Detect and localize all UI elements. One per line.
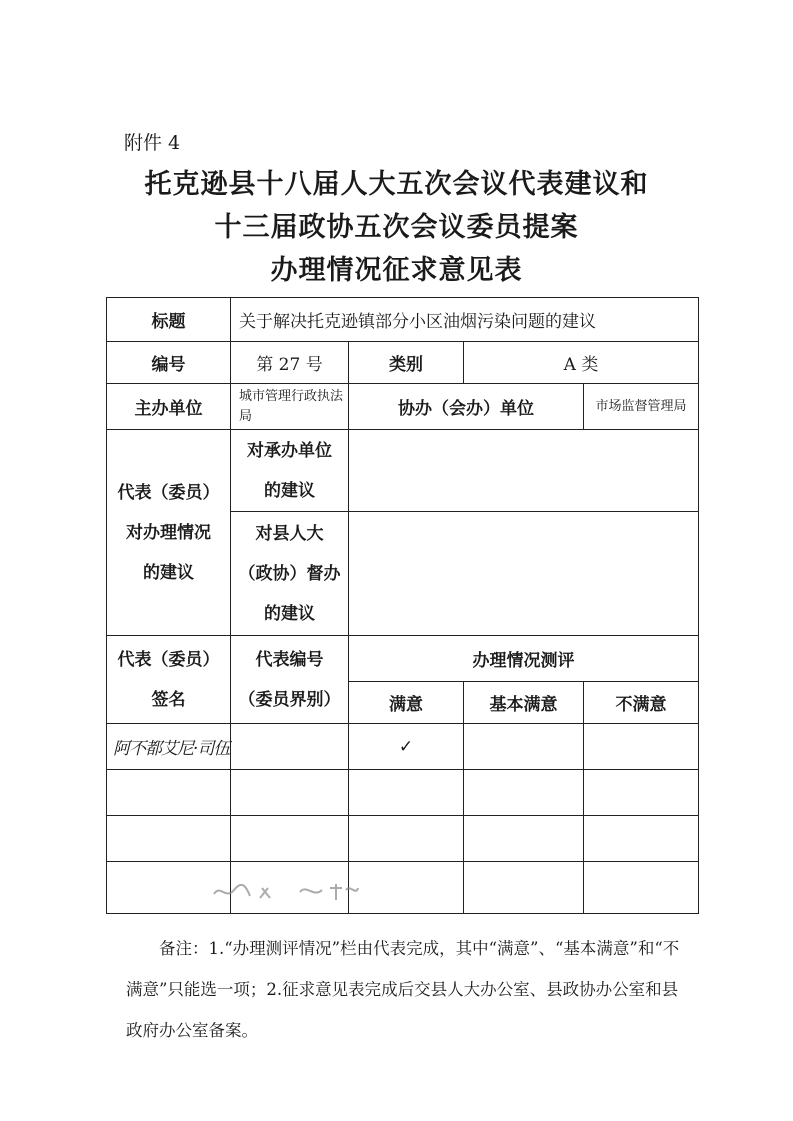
suggestion-group-line-2: 对办理情况 [126, 522, 211, 543]
satisfied-check-cell[interactable] [349, 816, 464, 862]
title-value: 关于解决托克逊镇部分小区油烟污染问题的建议 [231, 298, 699, 342]
faint-scribble-mark [210, 880, 360, 904]
basic-check-cell[interactable] [464, 770, 584, 816]
signature-label-line-2: 签名 [151, 689, 186, 710]
suggestion-to-host-label [231, 430, 349, 512]
code-label-line-2: （委员界别） [238, 689, 341, 710]
signature-label [107, 636, 231, 724]
eval-option-unsatisfied: 不满意 [584, 682, 699, 724]
code-label-line-1: 代表编号 [255, 649, 324, 670]
satisfied-check-cell[interactable] [349, 862, 464, 914]
eval-header-row [107, 636, 699, 682]
suggestion-to-host-line-2: 的建议 [264, 480, 315, 501]
host-unit-value: 城市管理行政执法局 [231, 384, 349, 430]
number-label: 编号 [107, 342, 231, 384]
unsatisfied-check-cell[interactable] [584, 770, 699, 816]
suggestion-to-congress-line-1: 对县人大 [255, 523, 324, 544]
basic-check-cell[interactable] [464, 816, 584, 862]
code-cell[interactable] [231, 724, 349, 770]
suggestion-group-label [107, 430, 231, 636]
code-cell[interactable] [231, 816, 349, 862]
table-row [107, 862, 699, 914]
page-title-line-3: 办理情况征求意见表 [270, 255, 523, 286]
table-row [107, 770, 699, 816]
assist-unit-value: 市场监督管理局 [584, 384, 699, 430]
eval-header: 办理情况测评 [349, 636, 699, 682]
suggest-host-row [107, 430, 699, 512]
basic-check-cell[interactable] [464, 724, 584, 770]
page-title-line-1: 托克逊县十八届人大五次会议代表建议和 [144, 169, 649, 200]
suggestion-group-line-3: 的建议 [143, 562, 194, 583]
number-value: 第 27 号 [231, 342, 349, 384]
note-text: 备注：1.“办理测评情况”栏由代表完成，其中“满意”、“基本满意”和“不满意”只能选一项；2.征求意见表完成后交县人大办公室、县政协办公室和县政府办公室备案。 [126, 939, 680, 1040]
eval-option-basic: 基本满意 [464, 682, 584, 724]
suggestion-to-congress-line-2: （政协）督办 [238, 563, 341, 584]
attachment-label: 附件 4 [124, 132, 181, 154]
suggestion-to-congress-field[interactable] [349, 512, 699, 636]
code-label [231, 636, 349, 724]
table-row [107, 816, 699, 862]
suggestion-to-congress-line-3: 的建议 [264, 603, 315, 624]
suggestion-to-congress-label [231, 512, 349, 636]
signature-label-line-1: 代表（委员） [117, 649, 220, 670]
signature-cell[interactable]: 阿不都艾尼·司伍 [107, 724, 231, 770]
basic-check-cell[interactable] [464, 862, 584, 914]
eval-option-satisfied: 满意 [349, 682, 464, 724]
signature-cell[interactable] [107, 816, 231, 862]
assist-unit-label: 协办（会办）单位 [349, 384, 584, 430]
signature-cell[interactable] [107, 770, 231, 816]
table-row [107, 724, 699, 770]
suggestion-to-host-field[interactable] [349, 430, 699, 512]
host-unit-label: 主办单位 [107, 384, 231, 430]
unsatisfied-check-cell[interactable] [584, 724, 699, 770]
feedback-form-table [106, 297, 699, 914]
title-row [107, 298, 699, 342]
suggestion-to-host-line-1: 对承办单位 [247, 440, 332, 461]
suggestion-group-line-1: 代表（委员） [117, 482, 220, 503]
satisfied-check-cell[interactable]: ✓ [349, 724, 464, 770]
title-label: 标题 [107, 298, 231, 342]
number-row [107, 342, 699, 384]
unsatisfied-check-cell[interactable] [584, 862, 699, 914]
unit-row [107, 384, 699, 430]
category-value: A 类 [464, 342, 699, 384]
category-label: 类别 [349, 342, 464, 384]
satisfied-check-cell[interactable] [349, 770, 464, 816]
page-title-line-2: 十三届政协五次会议委员提案 [214, 212, 579, 243]
unsatisfied-check-cell[interactable] [584, 816, 699, 862]
code-cell[interactable] [231, 770, 349, 816]
